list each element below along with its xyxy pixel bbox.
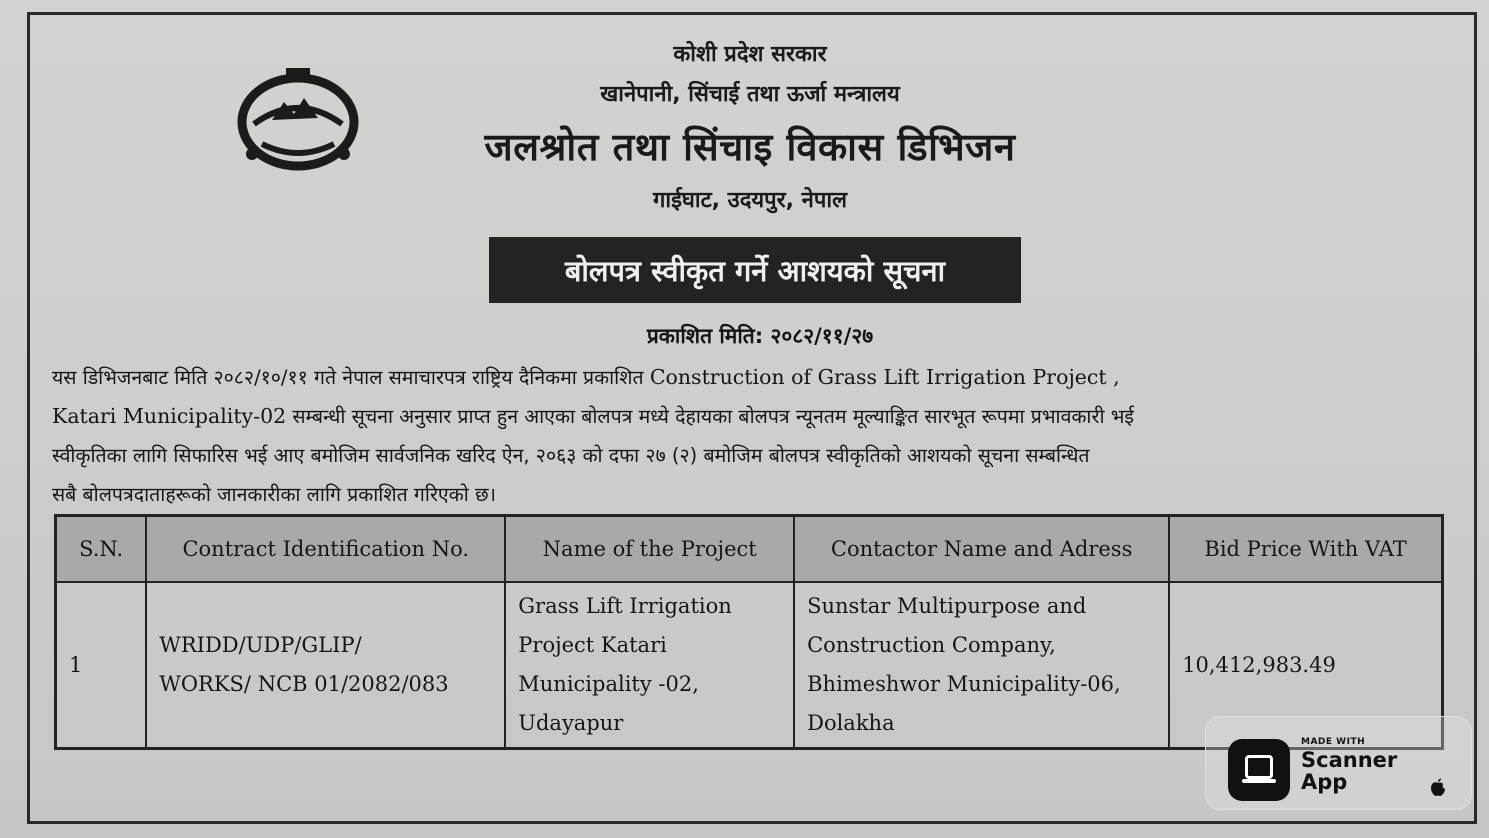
cell-sn: 1 <box>56 582 147 749</box>
bid-table <box>54 514 1444 750</box>
notice-body <box>52 358 1442 514</box>
cell-bid-price: 10,412,983.49 <box>1169 582 1442 749</box>
header-project-name: Name of the Project <box>505 516 794 583</box>
table-header-row <box>56 516 1443 583</box>
scanner-app-icon <box>1228 739 1290 801</box>
body-line-4: सबै बोलपत्रदाताहरूको जानकारीका लागि प्रकाशित गरिएको छ। <box>52 483 497 506</box>
government-emblem <box>232 62 364 174</box>
body-line-3: स्वीकृतिका लागि सिफारिस भई आए बमोजिम सार्वजनिक खरिद ऐन, २०६३ को दफा २७ (२) बमोजिम बोलपत्र स्वीकृतिको आशयको सूचना सम्बन्धित <box>52 444 1090 467</box>
cell-contractor: Sunstar Multipurpose and Construction Company, Bhimeshwor Municipality-06, Dolakha <box>794 582 1169 749</box>
header-sn: S.N. <box>56 516 147 583</box>
header-bid-price: Bid Price With VAT <box>1169 516 1442 583</box>
ministry-name: खानेपानी, सिंचाई तथा ऊर्जा मन्त्रालय <box>600 82 900 107</box>
cell-contract-id: WRIDD/UDP/GLIP/ WORKS/ NCB 01/2082/083 <box>146 582 505 749</box>
body-line-2: Katari Municipality-02 सम्बन्धी सूचना अनुसार प्राप्त हुन आएका बोलपत्र मध्ये देहायका बोलपत्र न्यूनतम मूल्याङ्कित सारभूत रूपमा प्रभावकारी भई <box>52 404 1134 428</box>
body-line-1: यस डिभिजनबाट मिति २०८२/१०/११ गते नेपाल समाचारपत्र राष्ट्रिय दैनिकमा प्रकाशित Construction of Grass Lift Irrigation Project , <box>52 365 1120 389</box>
apple-logo-icon <box>1428 777 1448 797</box>
made-with-label: MADE WITH <box>1301 737 1366 747</box>
scanner-app-watermark <box>1205 716 1472 810</box>
office-address: गाईघाट, उदयपुर, नेपाल <box>652 188 848 213</box>
province-name: कोशी प्रदेश सरकार <box>673 42 827 67</box>
notice-title: बोलपत्र स्वीकृत गर्ने आशयको सूचना <box>489 237 1021 303</box>
app-name: Scanner App <box>1301 748 1398 794</box>
header-contractor: Contactor Name and Adress <box>794 516 1169 583</box>
division-name: जलश्रोत तथा सिंचाइ विकास डिभिजन <box>484 125 1016 169</box>
header-contract-id: Contract Identification No. <box>146 516 505 583</box>
cell-project-name: Grass Lift Irrigation Project Katari Municipality -02, Udayapur <box>505 582 794 749</box>
published-date: प्रकाशित मिति: २०८२/११/२७ <box>646 324 874 348</box>
